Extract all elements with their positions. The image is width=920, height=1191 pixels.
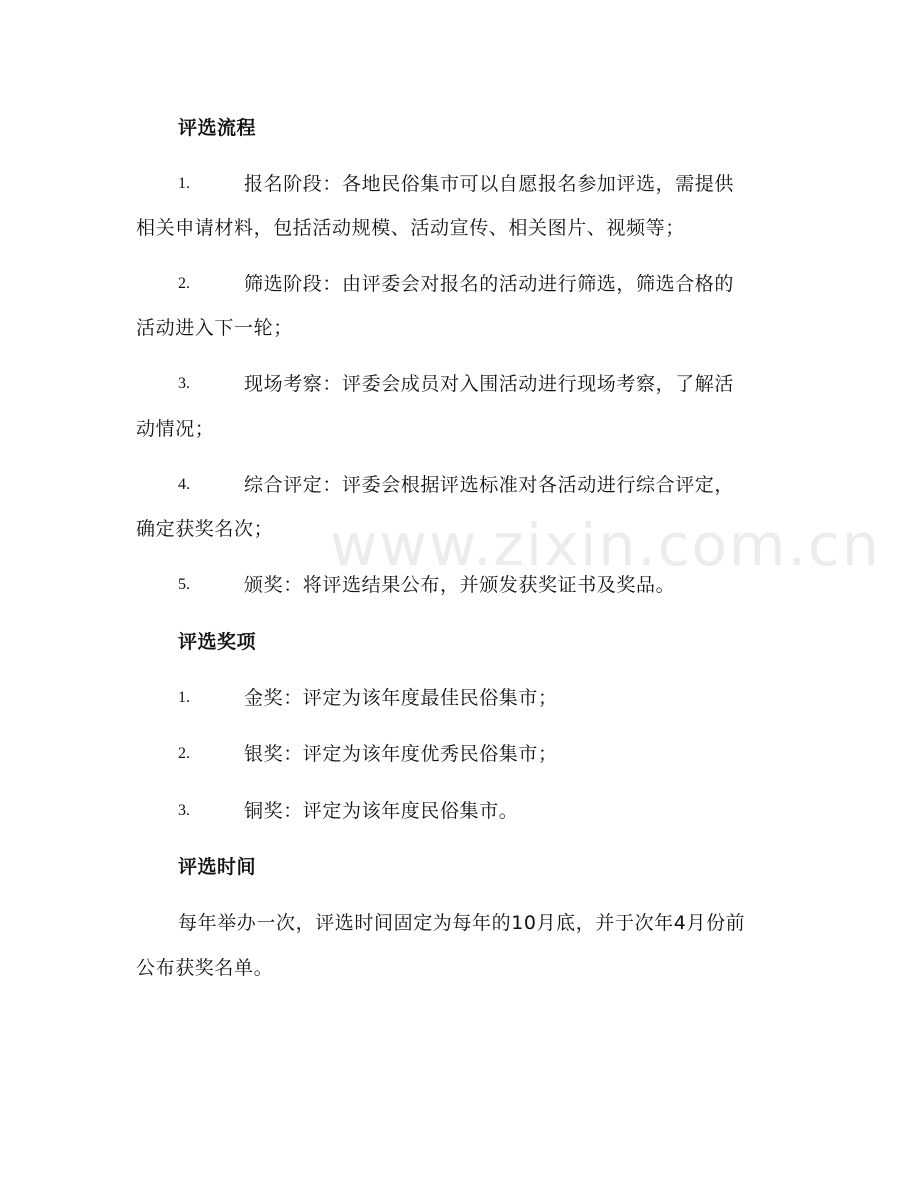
list-item-text-continued: 活动进入下一轮； xyxy=(136,317,293,339)
section-heading-time: 评选时间 xyxy=(178,856,257,878)
list-number: 2. xyxy=(178,745,190,762)
list-number: 1. xyxy=(178,175,190,192)
list-number: 3. xyxy=(178,375,190,392)
list-item-text-continued: 相关申请材料，包括活动规模、活动宣传、相关图片、视频等； xyxy=(136,217,685,239)
list-item-text: 铜奖：评定为该年度民俗集市。 xyxy=(244,800,519,822)
list-number: 1. xyxy=(178,689,190,706)
list-item-text: 综合评定：评委会根据评选标准对各活动进行综合评定， xyxy=(244,474,735,496)
list-item-text: 报名阶段：各地民俗集市可以自愿报名参加评选，需提供 xyxy=(244,173,735,195)
list-item-text: 筛选阶段：由评委会对报名的活动进行筛选，筛选合格的 xyxy=(244,273,735,295)
list-number: 5. xyxy=(178,576,190,593)
section-heading-process: 评选流程 xyxy=(178,117,257,139)
list-number: 3. xyxy=(178,802,190,819)
list-item-text-continued: 动情况； xyxy=(136,418,215,440)
list-number: 4. xyxy=(178,476,190,493)
list-item-text: 金奖：评定为该年度最佳民俗集市； xyxy=(244,687,558,709)
list-number: 2. xyxy=(178,275,190,292)
paragraph-text-continued: 公布获奖名单。 xyxy=(136,957,274,979)
list-item-text: 颁奖：将评选结果公布，并颁发获奖证书及奖品。 xyxy=(244,574,676,596)
list-item-text-continued: 确定获奖名次； xyxy=(136,518,274,540)
list-item-text: 现场考察：评委会成员对入围活动进行现场考察，了解活 xyxy=(244,373,735,395)
paragraph-text: 每年举办一次，评选时间固定为每年的10月底，并于次年4月份前 xyxy=(178,912,746,934)
list-item-text: 银奖：评定为该年度优秀民俗集市； xyxy=(244,743,558,765)
section-heading-awards: 评选奖项 xyxy=(178,631,257,653)
watermark: www.zixin.com.cn xyxy=(330,511,881,579)
